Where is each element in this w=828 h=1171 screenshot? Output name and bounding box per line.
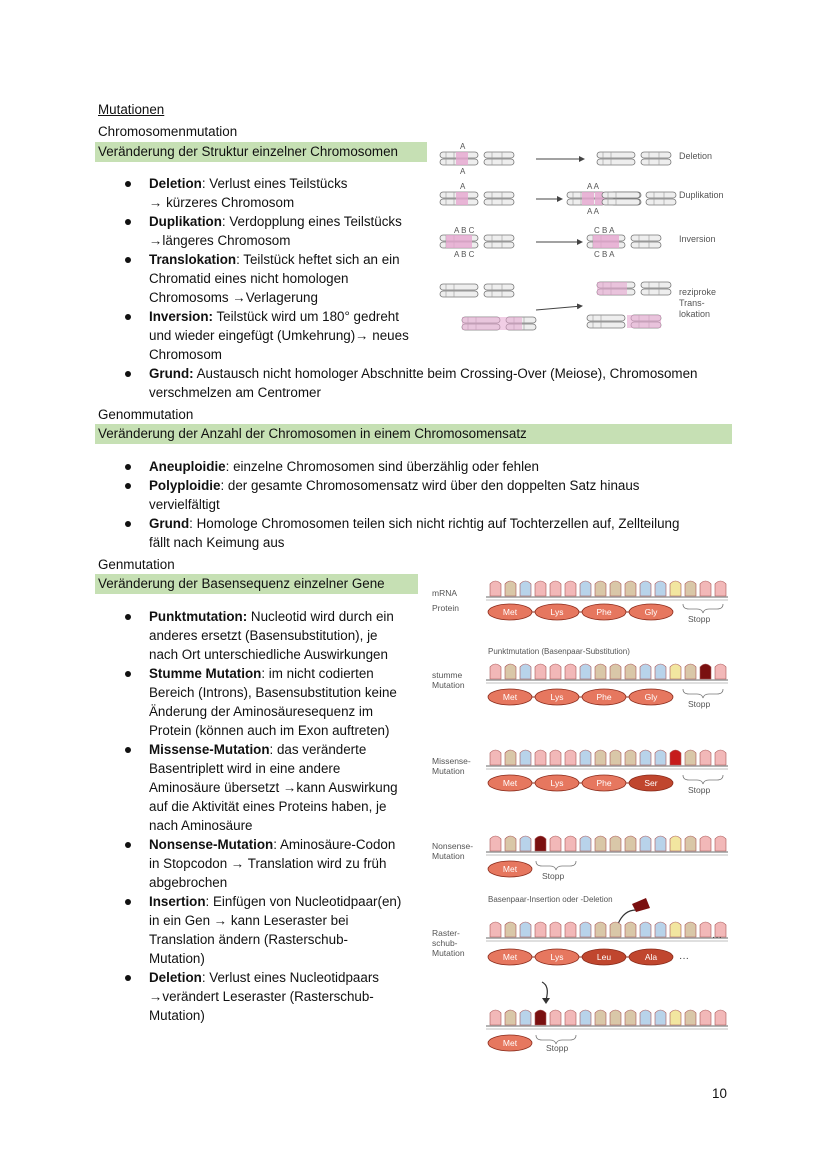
amino-acid-label: Met	[502, 864, 518, 874]
page-title: Mutationen	[98, 102, 165, 117]
gene-mutation-heading: Genmutation	[98, 557, 175, 572]
list-item: Deletion: Verlust eines Teilstücks → kürzeres Chromosom	[149, 174, 729, 212]
protein-label: Protein	[432, 603, 459, 613]
nucleotide	[685, 1010, 696, 1025]
deletion-arrowhead	[542, 998, 550, 1004]
nucleotide	[580, 750, 591, 765]
nucleotide	[505, 664, 516, 679]
amino-acid-label: Met	[502, 692, 518, 702]
nucleotide	[580, 922, 591, 937]
nucleotide	[535, 664, 546, 679]
chromosome-mutation-figure	[432, 140, 742, 335]
nucleotide	[685, 922, 696, 937]
nucleotide	[610, 836, 621, 851]
nucleotide	[670, 922, 681, 937]
amino-acid-label: Met	[502, 607, 518, 617]
nucleotide	[565, 664, 576, 679]
list-item: Duplikation: Verdopplung eines Teilstücks →längeres Chromosom	[149, 212, 729, 250]
translocation-label-1: reziproke	[679, 287, 717, 297]
nucleotide	[580, 836, 591, 851]
nucleotide	[550, 750, 561, 765]
inversion-row	[440, 235, 661, 248]
nucleotide	[685, 664, 696, 679]
nucleotide	[625, 750, 636, 765]
nucleotide	[490, 581, 501, 596]
letter-label: C B A	[594, 226, 615, 235]
nucleotide	[685, 750, 696, 765]
list-item: Insertion: Einfügen von Nucleotidpaar(en) in ein Gen → kann Leseraster bei Translation ändern (Rasterschub- Mutation)	[149, 892, 424, 968]
duplication-row	[440, 192, 676, 205]
nucleotide	[490, 750, 501, 765]
nucleotide	[595, 836, 606, 851]
nucleotide	[610, 1010, 621, 1025]
nucleotide	[640, 750, 651, 765]
gene-mutation-list	[149, 607, 424, 1025]
amino-acid-label: Gly	[644, 607, 658, 617]
nucleotide	[655, 750, 666, 765]
nucleotide	[610, 581, 621, 596]
amino-acid-label: Ser	[644, 778, 658, 788]
mrna-label: mRNA	[432, 588, 458, 598]
nucleotide	[520, 922, 531, 937]
amino-acid-label: Lys	[550, 607, 564, 617]
silent-mutation-label-1: stumme	[432, 670, 463, 680]
nucleotide	[520, 1010, 531, 1025]
letter-label: A B C	[454, 250, 475, 259]
amino-acid-label: Phe	[596, 778, 612, 788]
nucleotide	[610, 922, 621, 937]
list-item: Stumme Mutation: im nicht codierten Bereich (Introns), Basensubstitution keine Änderung der Aminosäuresequenz im Protein (können auch im Exon auftreten)	[149, 664, 424, 740]
nucleotide	[685, 836, 696, 851]
nucleotide	[535, 1010, 546, 1025]
amino-acid-label: Leu	[596, 952, 612, 962]
missense-label-2: Mutation	[432, 766, 465, 776]
nucleotide	[625, 836, 636, 851]
nucleotide	[565, 750, 576, 765]
nucleotide	[715, 836, 726, 851]
list-item: Aneuploidie: einzelne Chromosomen sind überzählig oder fehlen	[149, 457, 739, 476]
ellipsis: ···	[712, 932, 722, 943]
nucleotide	[610, 664, 621, 679]
nucleotide	[640, 581, 651, 596]
amino-acid-label: Lys	[550, 692, 564, 702]
nucleotide	[625, 1010, 636, 1025]
inversion-label: Inversion	[679, 234, 716, 244]
nucleotide	[640, 922, 651, 937]
nucleotide	[535, 750, 546, 765]
nucleotide	[655, 922, 666, 937]
nucleotide	[655, 581, 666, 596]
gene-mutation-figure	[430, 572, 730, 1060]
nucleotide	[700, 836, 711, 851]
list-item: Grund: Homologe Chromosomen teilen sich nicht richtig auf Tochterzellen auf, Zellteilung fällt nach Keimung aus	[149, 514, 739, 552]
amino-acid-label: Gly	[644, 692, 658, 702]
genome-mutation-list	[149, 457, 739, 552]
nucleotide	[535, 836, 546, 851]
list-item: Missense-Mutation: das veränderte Basentriplett wird in eine andere Aminosäure übersetzt →kann Auswirkung auf die Aktivität eines Proteins haben, je nach Aminosäure	[149, 740, 424, 835]
letter-label: A A	[587, 182, 600, 191]
nucleotide	[520, 750, 531, 765]
stop-label: Stopp	[688, 785, 711, 795]
nucleotide	[505, 581, 516, 596]
nucleotide	[565, 581, 576, 596]
duplication-label: Duplikation	[679, 190, 724, 200]
amino-acid-label: Met	[502, 952, 518, 962]
frameshift-label-1: Raster-	[432, 928, 460, 938]
nucleotide	[670, 750, 681, 765]
nucleotide	[655, 836, 666, 851]
list-item: Nonsense-Mutation: Aminosäure-Codon in Stopcodon → Translation wird zu früh abgebrochen	[149, 835, 424, 892]
nucleotide	[715, 664, 726, 679]
nucleotide	[490, 664, 501, 679]
nucleotide	[505, 836, 516, 851]
nucleotide	[700, 1010, 711, 1025]
chromosome-mutation-band: Veränderung der Struktur einzelner Chromosomen	[95, 142, 427, 162]
letter-label: A A	[587, 207, 600, 216]
ellipsis: ···	[679, 953, 689, 964]
nucleotide	[595, 750, 606, 765]
nucleotide	[715, 581, 726, 596]
frameshift-label-2: schub-	[432, 938, 458, 948]
nucleotide	[640, 1010, 651, 1025]
nucleotide	[505, 750, 516, 765]
deletion-arrow	[542, 982, 547, 1000]
mrna-strand	[486, 581, 728, 600]
nucleotide	[700, 664, 711, 679]
mrna-strand	[486, 1010, 728, 1029]
stop-label: Stopp	[542, 871, 565, 881]
insertion-arrow	[618, 910, 636, 924]
amino-acid-label: Phe	[596, 607, 612, 617]
page-number: 10	[712, 1086, 727, 1101]
point-mutation-caption: Punktmutation (Basenpaar-Substitution)	[488, 647, 630, 656]
amino-acid-label: Met	[502, 1038, 518, 1048]
nucleotide	[595, 664, 606, 679]
nucleotide	[595, 1010, 606, 1025]
nucleotide	[700, 922, 711, 937]
nucleotide	[595, 581, 606, 596]
deletion-row	[440, 152, 671, 165]
nucleotide	[625, 581, 636, 596]
indel-caption: Basenpaar-Insertion oder -Deletion	[488, 895, 613, 904]
mrna-strand	[486, 922, 728, 941]
letter-label: A	[460, 142, 466, 151]
gene-mutation-band: Veränderung der Basensequenz einzelner Gene	[95, 574, 418, 594]
letter-label: A	[460, 182, 466, 191]
amino-acid-label: Ala	[644, 952, 658, 962]
nucleotide	[610, 750, 621, 765]
nucleotide	[520, 836, 531, 851]
genome-mutation-band: Veränderung der Anzahl der Chromosomen in einem Chromosomensatz	[95, 424, 732, 444]
translocation-label-3: lokation	[679, 309, 711, 319]
nucleotide	[655, 1010, 666, 1025]
nucleotide	[550, 1010, 561, 1025]
nucleotide	[565, 836, 576, 851]
nucleotide	[700, 750, 711, 765]
nucleotide	[640, 664, 651, 679]
amino-acid-label: Lys	[550, 778, 564, 788]
nucleotide	[640, 836, 651, 851]
nucleotide	[490, 836, 501, 851]
nucleotide	[535, 922, 546, 937]
translocation-row	[440, 282, 671, 330]
nucleotide	[565, 922, 576, 937]
translocation-label-2: Trans-	[679, 298, 705, 308]
nonsense-label-2: Mutation	[432, 851, 465, 861]
stop-label: Stopp	[688, 699, 711, 709]
silent-mutation-label-2: Mutation	[432, 680, 465, 690]
nucleotide	[550, 664, 561, 679]
deletion-label: Deletion	[679, 151, 713, 161]
nucleotide	[700, 581, 711, 596]
nucleotide	[535, 581, 546, 596]
list-item: Translokation: Teilstück heftet sich an ein Chromatid eines nicht homologen Chromosoms →Verlagerung	[149, 250, 729, 307]
nucleotide	[625, 664, 636, 679]
list-item: Inversion: Teilstück wird um 180° gedreht und wieder eingefügt (Umkehrung)→ neues Chromosom	[149, 307, 729, 364]
letter-label: A	[460, 167, 466, 176]
nucleotide	[595, 922, 606, 937]
nucleotide	[520, 581, 531, 596]
amino-acid-label: Met	[502, 778, 518, 788]
nucleotide	[580, 664, 591, 679]
nonsense-label-1: Nonsense-	[432, 841, 474, 851]
nucleotide	[550, 836, 561, 851]
nucleotide	[715, 1010, 726, 1025]
nucleotide	[715, 750, 726, 765]
nucleotide	[550, 922, 561, 937]
missense-label-1: Missense-	[432, 756, 471, 766]
nucleotide	[550, 581, 561, 596]
list-item: Polyploidie: der gesamte Chromosomensatz wird über den doppelten Satz hinaus vervielfältigt	[149, 476, 739, 514]
nucleotide	[490, 922, 501, 937]
genome-mutation-heading: Genommutation	[98, 407, 194, 422]
mrna-strand	[486, 836, 728, 855]
nucleotide	[670, 664, 681, 679]
nucleotide	[520, 664, 531, 679]
frameshift-label-3: Mutation	[432, 948, 465, 958]
list-item: Deletion: Verlust eines Nucleotidpaars →verändert Leseraster (Rasterschub- Mutation)	[149, 968, 424, 1025]
nucleotide	[490, 1010, 501, 1025]
nucleotide	[625, 922, 636, 937]
nucleotide	[565, 1010, 576, 1025]
stop-label: Stopp	[688, 614, 711, 624]
nucleotide	[655, 664, 666, 679]
nucleotide	[580, 581, 591, 596]
list-item: Grund: Austausch nicht homologer Abschnitte beim Crossing-Over (Meiose), Chromosomen verschmelzen am Centromer	[149, 364, 729, 402]
nucleotide	[670, 581, 681, 596]
amino-acid-label: Lys	[550, 952, 564, 962]
stop-label: Stopp	[546, 1043, 569, 1053]
nucleotide	[670, 1010, 681, 1025]
list-item: Punktmutation: Nucleotid wird durch ein anderes ersetzt (Basensubstitution), je nach Ort unterschiedliche Auswirkungen	[149, 607, 424, 664]
chromosome-mutation-heading: Chromosomenmutation	[98, 124, 238, 139]
nucleotide	[505, 922, 516, 937]
mrna-strand	[486, 750, 728, 769]
nucleotide	[580, 1010, 591, 1025]
mrna-strand	[486, 664, 728, 683]
nucleotide	[505, 1010, 516, 1025]
amino-acid-label: Phe	[596, 692, 612, 702]
nucleotide	[670, 836, 681, 851]
nucleotide	[685, 581, 696, 596]
letter-label: C B A	[594, 250, 615, 259]
letter-label: A B C	[454, 226, 475, 235]
